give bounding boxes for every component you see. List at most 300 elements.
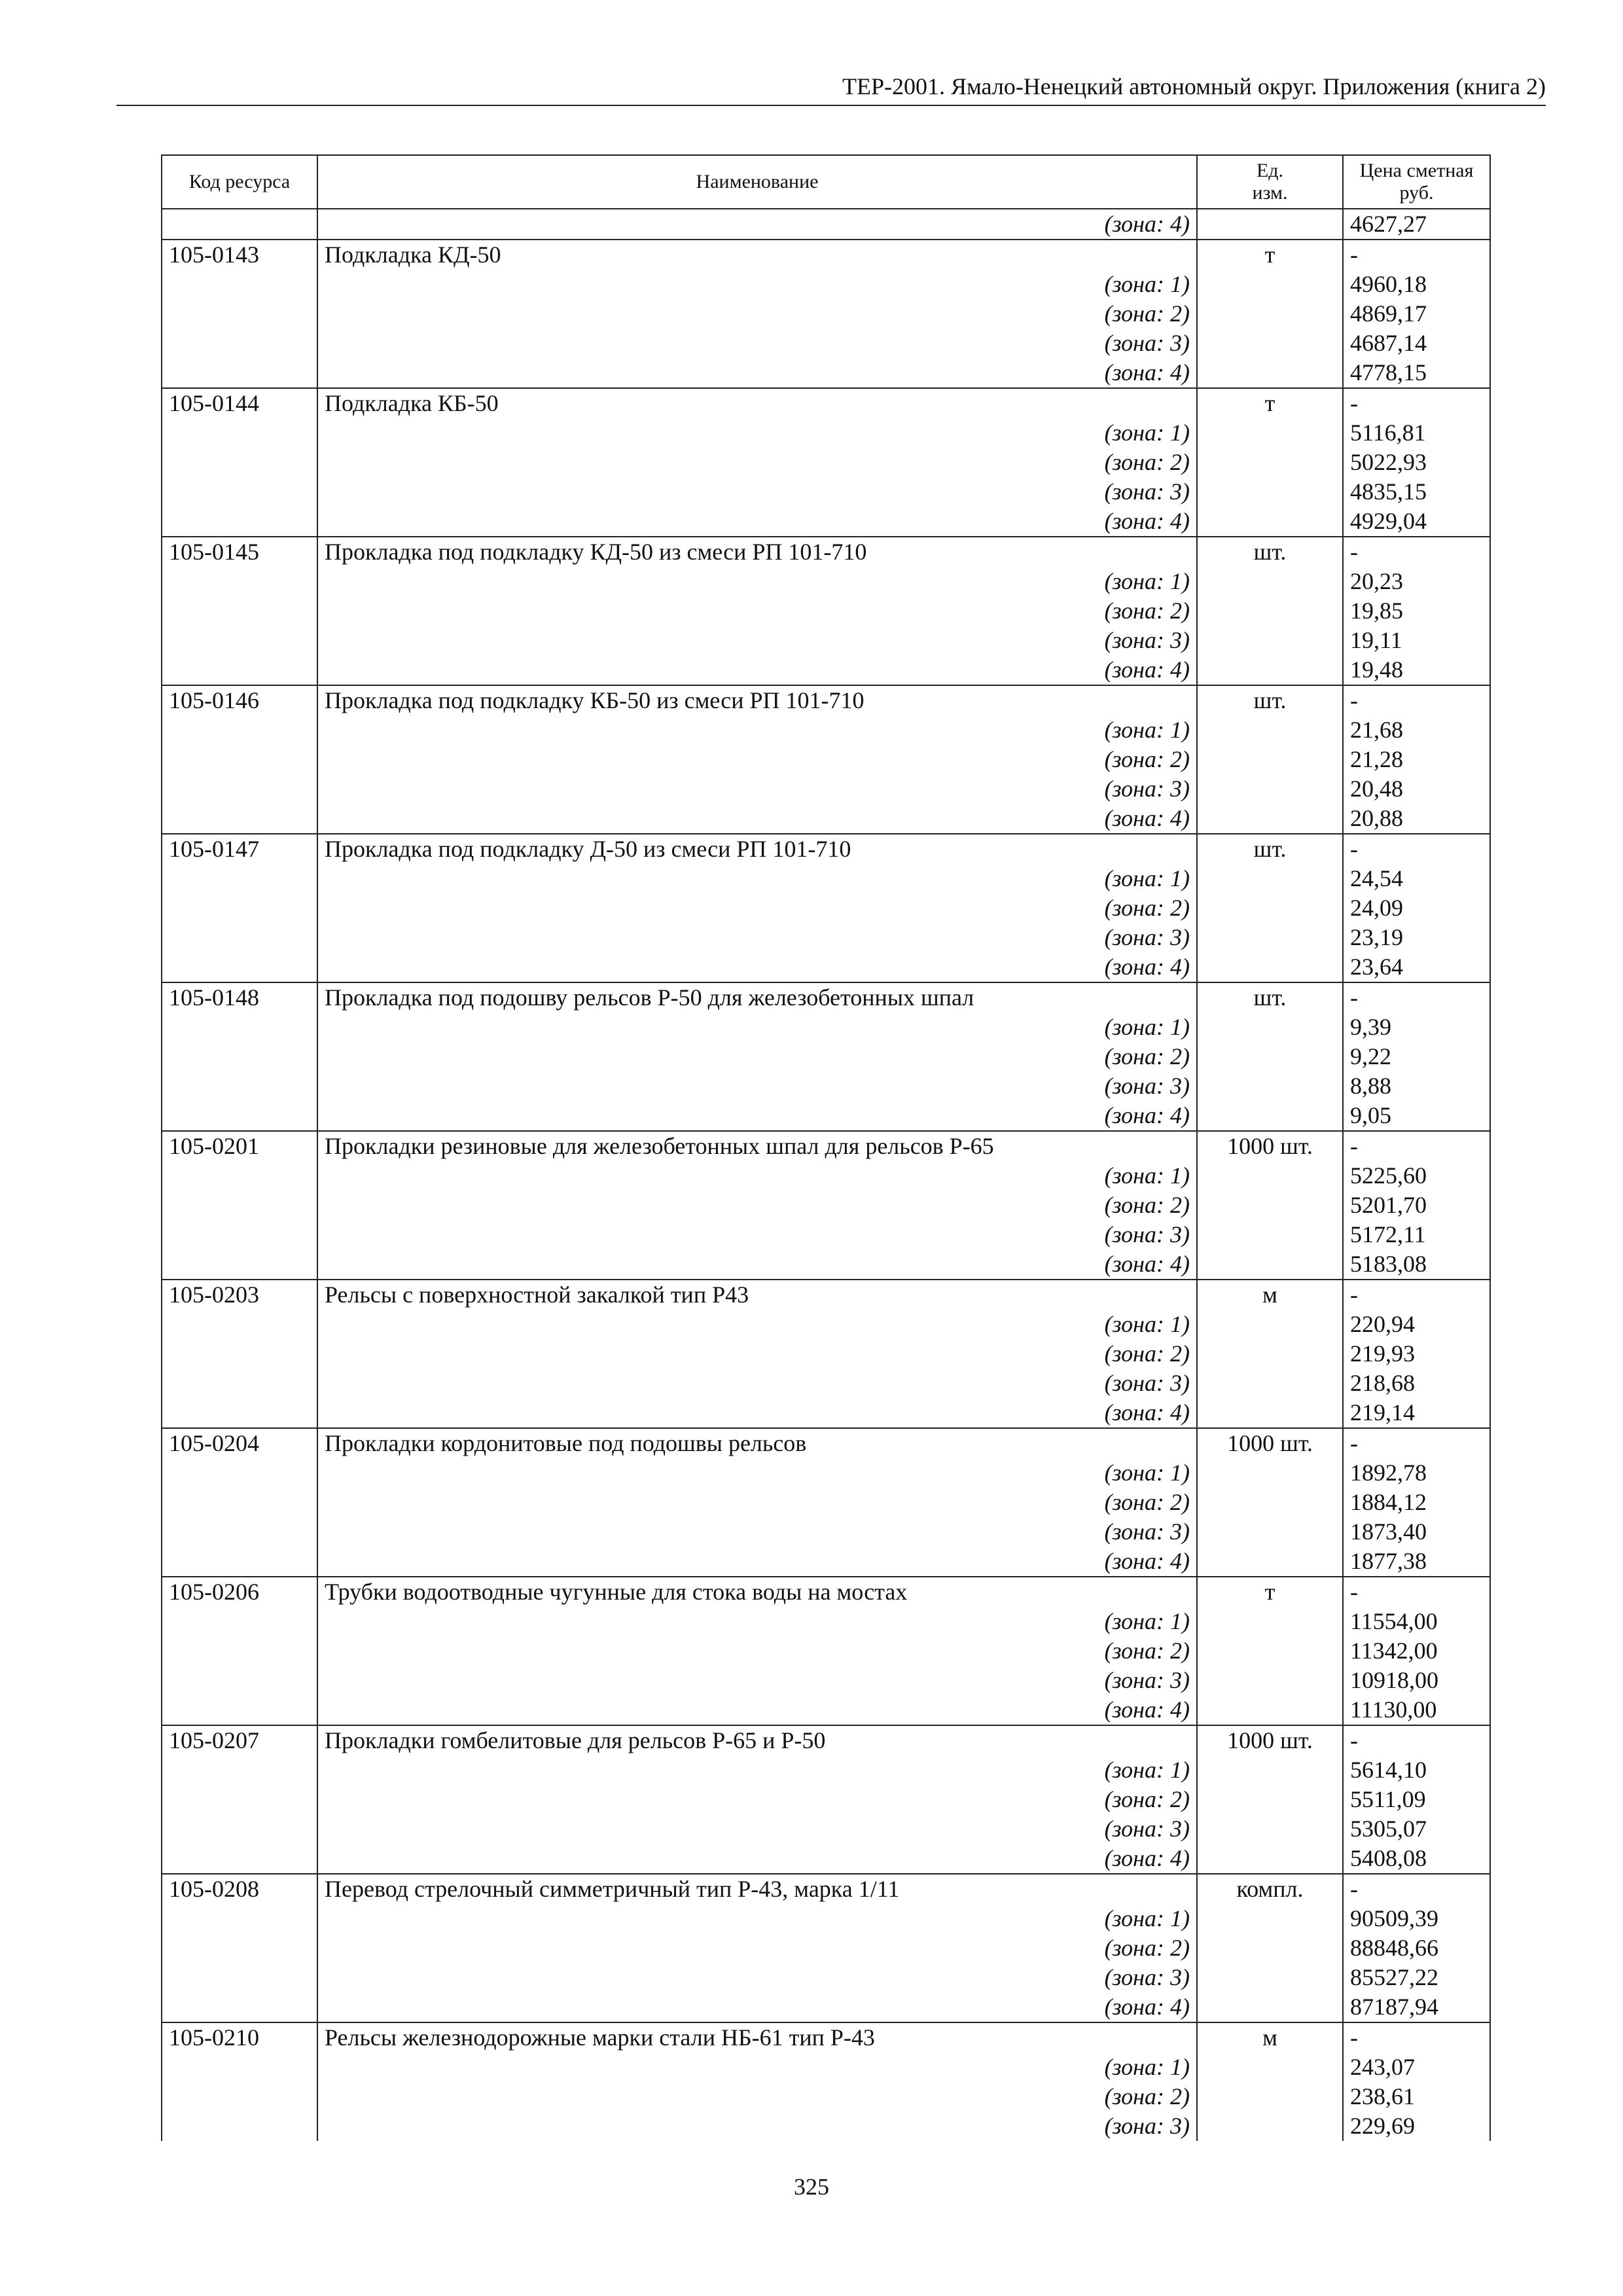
- resource-code: 105-0203: [162, 1280, 317, 1310]
- resource-base-price: -: [1343, 685, 1490, 715]
- zone-code-cell: [162, 1844, 317, 1874]
- column-header-code: Код ресурса: [162, 155, 317, 209]
- zone-code-cell: [162, 1191, 317, 1220]
- zone-code-cell: [162, 596, 317, 626]
- zone-price: 21,68: [1343, 715, 1490, 745]
- column-header-unit-line2: изм.: [1252, 182, 1288, 204]
- zone-code-cell: [162, 2053, 317, 2082]
- zone-unit-cell: [1197, 1488, 1343, 1517]
- resource-base-price: -: [1343, 2022, 1490, 2053]
- zone-row: [162, 299, 1490, 329]
- zone-price: 1877,38: [1343, 1547, 1490, 1577]
- zone-code-cell: [162, 1220, 317, 1249]
- zone-row: [162, 715, 1490, 745]
- zone-price: 220,94: [1343, 1310, 1490, 1339]
- zone-row: [162, 1369, 1490, 1398]
- zone-row: [162, 270, 1490, 299]
- zone-row: [162, 2053, 1490, 2082]
- resource-name: Трубки водоотводные чугунные для стока воды на мостах: [317, 1577, 1197, 1607]
- carryover-unit-cell: [1197, 209, 1343, 240]
- zone-code-cell: [162, 715, 317, 745]
- zone-row: [162, 1042, 1490, 1071]
- zone-price: 24,54: [1343, 864, 1490, 893]
- zone-unit-cell: [1197, 1695, 1343, 1725]
- zone-row: [162, 1814, 1490, 1844]
- zone-label: (зона: 2): [317, 448, 1197, 477]
- resource-code: 105-0145: [162, 537, 317, 567]
- resource-code: 105-0143: [162, 240, 317, 270]
- zone-price: 9,05: [1343, 1101, 1490, 1131]
- zone-price: 218,68: [1343, 1369, 1490, 1398]
- zone-code-cell: [162, 1904, 317, 1933]
- zone-code-cell: [162, 1398, 317, 1428]
- zone-price: 5511,09: [1343, 1785, 1490, 1814]
- carryover-price: 4627,27: [1343, 209, 1490, 240]
- zone-row: [162, 477, 1490, 507]
- carryover-zone-label: (зона: 4): [317, 209, 1197, 240]
- zone-row: [162, 893, 1490, 923]
- zone-label: (зона: 1): [317, 1013, 1197, 1042]
- zone-label: (зона: 1): [317, 715, 1197, 745]
- zone-code-cell: [162, 1161, 317, 1191]
- column-header-unit-line1: Ед.: [1256, 160, 1284, 181]
- resource-name: Прокладка под подкладку Д-50 из смеси РП 101-710: [317, 834, 1197, 864]
- table-row: [162, 240, 1490, 270]
- zone-label: (зона: 1): [317, 1458, 1197, 1488]
- zone-label: (зона: 2): [317, 1785, 1197, 1814]
- zone-code-cell: [162, 1695, 317, 1725]
- zone-unit-cell: [1197, 952, 1343, 982]
- zone-row: [162, 596, 1490, 626]
- zone-code-cell: [162, 1488, 317, 1517]
- zone-price: 9,39: [1343, 1013, 1490, 1042]
- resource-code: 105-0201: [162, 1131, 317, 1161]
- zone-row: [162, 1488, 1490, 1517]
- zone-price: 4778,15: [1343, 358, 1490, 388]
- column-header-price-line1: Цена сметная: [1359, 160, 1474, 181]
- zone-unit-cell: [1197, 270, 1343, 299]
- zone-label: (зона: 1): [317, 1904, 1197, 1933]
- zone-code-cell: [162, 1071, 317, 1101]
- zone-price: 23,64: [1343, 952, 1490, 982]
- zone-row: [162, 864, 1490, 893]
- zone-label: (зона: 3): [317, 1220, 1197, 1249]
- zone-label: (зона: 4): [317, 1992, 1197, 2022]
- table-row: [162, 1131, 1490, 1161]
- resource-unit: м: [1197, 1280, 1343, 1310]
- table-row: [162, 982, 1490, 1013]
- zone-price: 243,07: [1343, 2053, 1490, 2082]
- zone-label: (зона: 3): [317, 1814, 1197, 1844]
- zone-unit-cell: [1197, 655, 1343, 685]
- zone-price: 1892,78: [1343, 1458, 1490, 1488]
- zone-code-cell: [162, 507, 317, 537]
- zone-row: [162, 774, 1490, 804]
- column-header-name: Наименование: [317, 155, 1197, 209]
- resource-code: 105-0207: [162, 1725, 317, 1755]
- resource-unit: шт.: [1197, 685, 1343, 715]
- zone-row: [162, 1161, 1490, 1191]
- zone-row: [162, 1220, 1490, 1249]
- zone-unit-cell: [1197, 358, 1343, 388]
- zone-label: (зона: 3): [317, 1963, 1197, 1992]
- zone-row: [162, 1249, 1490, 1280]
- zone-label: (зона: 4): [317, 1695, 1197, 1725]
- zone-price: 8,88: [1343, 1071, 1490, 1101]
- zone-label: (зона: 2): [317, 1339, 1197, 1369]
- zone-unit-cell: [1197, 1220, 1343, 1249]
- zone-price: 24,09: [1343, 893, 1490, 923]
- zone-code-cell: [162, 1369, 317, 1398]
- zone-price: 19,85: [1343, 596, 1490, 626]
- zone-price: 4960,18: [1343, 270, 1490, 299]
- zone-unit-cell: [1197, 2053, 1343, 2082]
- zone-unit-cell: [1197, 1101, 1343, 1131]
- zone-row: [162, 1666, 1490, 1695]
- resource-unit: шт.: [1197, 982, 1343, 1013]
- zone-code-cell: [162, 1101, 317, 1131]
- zone-unit-cell: [1197, 923, 1343, 952]
- resource-name: Прокладки гомбелитовые для рельсов Р-65 и Р-50: [317, 1725, 1197, 1755]
- resource-unit: шт.: [1197, 834, 1343, 864]
- zone-label: (зона: 4): [317, 655, 1197, 685]
- zone-price: 11342,00: [1343, 1636, 1490, 1666]
- zone-label: (зона: 1): [317, 1755, 1197, 1785]
- zone-unit-cell: [1197, 1666, 1343, 1695]
- zone-code-cell: [162, 1547, 317, 1577]
- table-row: [162, 2022, 1490, 2053]
- zone-unit-cell: [1197, 596, 1343, 626]
- zone-unit-cell: [1197, 1636, 1343, 1666]
- zone-unit-cell: [1197, 804, 1343, 834]
- resource-base-price: -: [1343, 1428, 1490, 1458]
- zone-row: [162, 655, 1490, 685]
- resource-base-price: -: [1343, 240, 1490, 270]
- zone-code-cell: [162, 2082, 317, 2111]
- zone-unit-cell: [1197, 1547, 1343, 1577]
- zone-label: (зона: 4): [317, 1398, 1197, 1428]
- zone-row: [162, 1547, 1490, 1577]
- zone-row: [162, 1191, 1490, 1220]
- zone-price: 87187,94: [1343, 1992, 1490, 2022]
- zone-code-cell: [162, 567, 317, 596]
- zone-unit-cell: [1197, 418, 1343, 448]
- zone-price: 5408,08: [1343, 1844, 1490, 1874]
- zone-price: 238,61: [1343, 2082, 1490, 2111]
- zone-label: (зона: 4): [317, 1249, 1197, 1280]
- zone-label: (зона: 2): [317, 1636, 1197, 1666]
- resource-name: Прокладка под подкладку КД-50 из смеси РП 101-710: [317, 537, 1197, 567]
- zone-code-cell: [162, 923, 317, 952]
- zone-label: (зона: 2): [317, 2082, 1197, 2111]
- zone-row: [162, 626, 1490, 655]
- zone-code-cell: [162, 1992, 317, 2022]
- zone-price: 88848,66: [1343, 1933, 1490, 1963]
- zone-unit-cell: [1197, 477, 1343, 507]
- zone-unit-cell: [1197, 1249, 1343, 1280]
- table-row: [162, 1725, 1490, 1755]
- zone-label: (зона: 4): [317, 507, 1197, 537]
- zone-code-cell: [162, 1042, 317, 1071]
- zone-unit-cell: [1197, 1933, 1343, 1963]
- zone-unit-cell: [1197, 299, 1343, 329]
- column-header-unit: [1197, 155, 1343, 209]
- zone-label: (зона: 3): [317, 1517, 1197, 1547]
- zone-label: (зона: 1): [317, 270, 1197, 299]
- zone-label: (зона: 3): [317, 626, 1197, 655]
- zone-price: 219,14: [1343, 1398, 1490, 1428]
- zone-code-cell: [162, 804, 317, 834]
- resource-name: Подкладка КД-50: [317, 240, 1197, 270]
- zone-code-cell: [162, 893, 317, 923]
- zone-row: [162, 1933, 1490, 1963]
- zone-price: 4835,15: [1343, 477, 1490, 507]
- resource-unit: 1000 шт.: [1197, 1725, 1343, 1755]
- zone-label: (зона: 3): [317, 1369, 1197, 1398]
- column-header-price: [1343, 155, 1490, 209]
- resource-unit: шт.: [1197, 537, 1343, 567]
- zone-label: (зона: 2): [317, 1488, 1197, 1517]
- zone-price: 1884,12: [1343, 1488, 1490, 1517]
- zone-row: [162, 1398, 1490, 1428]
- zone-code-cell: [162, 864, 317, 893]
- resource-base-price: -: [1343, 834, 1490, 864]
- resource-name: Прокладки кордонитовые под подошвы рельсов: [317, 1428, 1197, 1458]
- zone-price: 219,93: [1343, 1339, 1490, 1369]
- zone-label: (зона: 3): [317, 1666, 1197, 1695]
- resource-base-price: -: [1343, 1577, 1490, 1607]
- zone-unit-cell: [1197, 1904, 1343, 1933]
- zone-price: 5183,08: [1343, 1249, 1490, 1280]
- resource-base-price: -: [1343, 1131, 1490, 1161]
- resource-name: Прокладки резиновые для железобетонных шпал для рельсов Р-65: [317, 1131, 1197, 1161]
- column-header-price-line2: руб.: [1399, 182, 1434, 204]
- zone-unit-cell: [1197, 626, 1343, 655]
- zone-row: [162, 952, 1490, 982]
- zone-row: [162, 804, 1490, 834]
- zone-price: 5172,11: [1343, 1220, 1490, 1249]
- zone-price: 19,11: [1343, 626, 1490, 655]
- resource-unit: 1000 шт.: [1197, 1428, 1343, 1458]
- zone-code-cell: [162, 1963, 317, 1992]
- zone-row: [162, 1101, 1490, 1131]
- zone-code-cell: [162, 745, 317, 774]
- zone-unit-cell: [1197, 329, 1343, 358]
- zone-row: [162, 1071, 1490, 1101]
- table-row: [162, 685, 1490, 715]
- zone-price: 5225,60: [1343, 1161, 1490, 1191]
- zone-row: [162, 1844, 1490, 1874]
- zone-price: 90509,39: [1343, 1904, 1490, 1933]
- table-row: [162, 1428, 1490, 1458]
- zone-unit-cell: [1197, 1785, 1343, 1814]
- resource-unit: т: [1197, 388, 1343, 418]
- zone-row: [162, 745, 1490, 774]
- zone-label: (зона: 1): [317, 1161, 1197, 1191]
- table-row: [162, 1577, 1490, 1607]
- resource-base-price: -: [1343, 1280, 1490, 1310]
- zone-row: [162, 507, 1490, 537]
- resource-code: 105-0206: [162, 1577, 317, 1607]
- zone-code-cell: [162, 270, 317, 299]
- zone-price: 4687,14: [1343, 329, 1490, 358]
- zone-code-cell: [162, 774, 317, 804]
- zone-label: (зона: 2): [317, 1042, 1197, 1071]
- table-row: [162, 1874, 1490, 1904]
- zone-unit-cell: [1197, 1963, 1343, 1992]
- resource-base-price: -: [1343, 1725, 1490, 1755]
- resource-base-price: -: [1343, 1874, 1490, 1904]
- zone-code-cell: [162, 1666, 317, 1695]
- zone-code-cell: [162, 1339, 317, 1369]
- zone-code-cell: [162, 1785, 317, 1814]
- zone-unit-cell: [1197, 1607, 1343, 1636]
- resource-name: Прокладка под подошву рельсов Р-50 для железобетонных шпал: [317, 982, 1197, 1013]
- zone-label: (зона: 1): [317, 418, 1197, 448]
- zone-code-cell: [162, 655, 317, 685]
- price-table: [161, 154, 1491, 2141]
- table-row: [162, 537, 1490, 567]
- zone-label: (зона: 4): [317, 358, 1197, 388]
- zone-unit-cell: [1197, 448, 1343, 477]
- zone-label: (зона: 1): [317, 1310, 1197, 1339]
- zone-row: [162, 2082, 1490, 2111]
- zone-unit-cell: [1197, 1042, 1343, 1071]
- zone-price: 19,48: [1343, 655, 1490, 685]
- resource-code: 105-0148: [162, 982, 317, 1013]
- zone-row: [162, 1695, 1490, 1725]
- zone-label: (зона: 2): [317, 299, 1197, 329]
- zone-unit-cell: [1197, 1369, 1343, 1398]
- zone-code-cell: [162, 1517, 317, 1547]
- zone-price: 229,69: [1343, 2111, 1490, 2141]
- zone-row: [162, 1636, 1490, 1666]
- zone-label: (зона: 4): [317, 1101, 1197, 1131]
- zone-unit-cell: [1197, 2111, 1343, 2141]
- zone-row: [162, 358, 1490, 388]
- zone-price: 10918,00: [1343, 1666, 1490, 1695]
- zone-label: (зона: 2): [317, 596, 1197, 626]
- page-number: 325: [794, 2174, 829, 2200]
- zone-unit-cell: [1197, 1517, 1343, 1547]
- zone-row: [162, 418, 1490, 448]
- zone-unit-cell: [1197, 2082, 1343, 2111]
- zone-row: [162, 1755, 1490, 1785]
- resource-unit: т: [1197, 240, 1343, 270]
- zone-code-cell: [162, 1636, 317, 1666]
- zone-code-cell: [162, 1755, 317, 1785]
- zone-price: 85527,22: [1343, 1963, 1490, 1992]
- zone-code-cell: [162, 952, 317, 982]
- zone-price: 20,23: [1343, 567, 1490, 596]
- resource-code: 105-0147: [162, 834, 317, 864]
- resource-unit: 1000 шт.: [1197, 1131, 1343, 1161]
- zone-code-cell: [162, 1458, 317, 1488]
- resource-name: Подкладка КБ-50: [317, 388, 1197, 418]
- zone-unit-cell: [1197, 774, 1343, 804]
- zone-unit-cell: [1197, 567, 1343, 596]
- resource-base-price: -: [1343, 982, 1490, 1013]
- carryover-code-cell: [162, 209, 317, 240]
- zone-row: [162, 1339, 1490, 1369]
- zone-price: 5305,07: [1343, 1814, 1490, 1844]
- zone-price: 5022,93: [1343, 448, 1490, 477]
- zone-row: [162, 2111, 1490, 2141]
- table-header-row: [162, 155, 1490, 209]
- zone-label: (зона: 3): [317, 923, 1197, 952]
- zone-label: (зона: 4): [317, 952, 1197, 982]
- zone-row: [162, 1904, 1490, 1933]
- resource-name: Рельсы железнодорожные марки стали НБ-61 тип Р-43: [317, 2022, 1197, 2053]
- resource-code: 105-0210: [162, 2022, 317, 2053]
- zone-label: (зона: 1): [317, 1607, 1197, 1636]
- zone-unit-cell: [1197, 1814, 1343, 1844]
- resource-name: Прокладка под подкладку КБ-50 из смеси РП 101-710: [317, 685, 1197, 715]
- zone-label: (зона: 2): [317, 1191, 1197, 1220]
- resource-name: Перевод стрелочный симметричный тип Р-43, марка 1/11: [317, 1874, 1197, 1904]
- zone-unit-cell: [1197, 864, 1343, 893]
- zone-label: (зона: 2): [317, 893, 1197, 923]
- zone-label: (зона: 1): [317, 2053, 1197, 2082]
- zone-label: (зона: 3): [317, 477, 1197, 507]
- zone-price: 5201,70: [1343, 1191, 1490, 1220]
- zone-unit-cell: [1197, 1310, 1343, 1339]
- zone-code-cell: [162, 299, 317, 329]
- zone-price: 21,28: [1343, 745, 1490, 774]
- table-body: [162, 209, 1490, 2141]
- zone-row: [162, 329, 1490, 358]
- zone-price: 23,19: [1343, 923, 1490, 952]
- zone-price: 11130,00: [1343, 1695, 1490, 1725]
- zone-unit-cell: [1197, 1992, 1343, 2022]
- zone-unit-cell: [1197, 1161, 1343, 1191]
- zone-unit-cell: [1197, 507, 1343, 537]
- zone-row: [162, 1785, 1490, 1814]
- resource-code: 105-0204: [162, 1428, 317, 1458]
- zone-price: 11554,00: [1343, 1607, 1490, 1636]
- zone-row: [162, 1992, 1490, 2022]
- zone-label: (зона: 1): [317, 567, 1197, 596]
- zone-label: (зона: 4): [317, 1547, 1197, 1577]
- header-rule: [116, 105, 1546, 106]
- zone-label: (зона: 4): [317, 1844, 1197, 1874]
- zone-price: 5614,10: [1343, 1755, 1490, 1785]
- resource-base-price: -: [1343, 388, 1490, 418]
- zone-unit-cell: [1197, 1071, 1343, 1101]
- zone-code-cell: [162, 448, 317, 477]
- zone-unit-cell: [1197, 745, 1343, 774]
- zone-code-cell: [162, 1310, 317, 1339]
- zone-unit-cell: [1197, 1458, 1343, 1488]
- zone-label: (зона: 3): [317, 1071, 1197, 1101]
- zone-unit-cell: [1197, 893, 1343, 923]
- zone-code-cell: [162, 2111, 317, 2141]
- zone-label: (зона: 2): [317, 1933, 1197, 1963]
- zone-unit-cell: [1197, 1013, 1343, 1042]
- resource-unit: компл.: [1197, 1874, 1343, 1904]
- zone-code-cell: [162, 1814, 317, 1844]
- running-title: ТЕР-2001. Ямало-Ненецкий автономный округ. Приложения (книга 2): [842, 73, 1546, 99]
- zone-unit-cell: [1197, 1398, 1343, 1428]
- zone-price: 20,48: [1343, 774, 1490, 804]
- zone-row: [162, 923, 1490, 952]
- zone-label: (зона: 4): [317, 804, 1197, 834]
- zone-code-cell: [162, 1933, 317, 1963]
- resource-unit: м: [1197, 2022, 1343, 2053]
- table-row: [162, 834, 1490, 864]
- zone-row: [162, 1013, 1490, 1042]
- zone-code-cell: [162, 329, 317, 358]
